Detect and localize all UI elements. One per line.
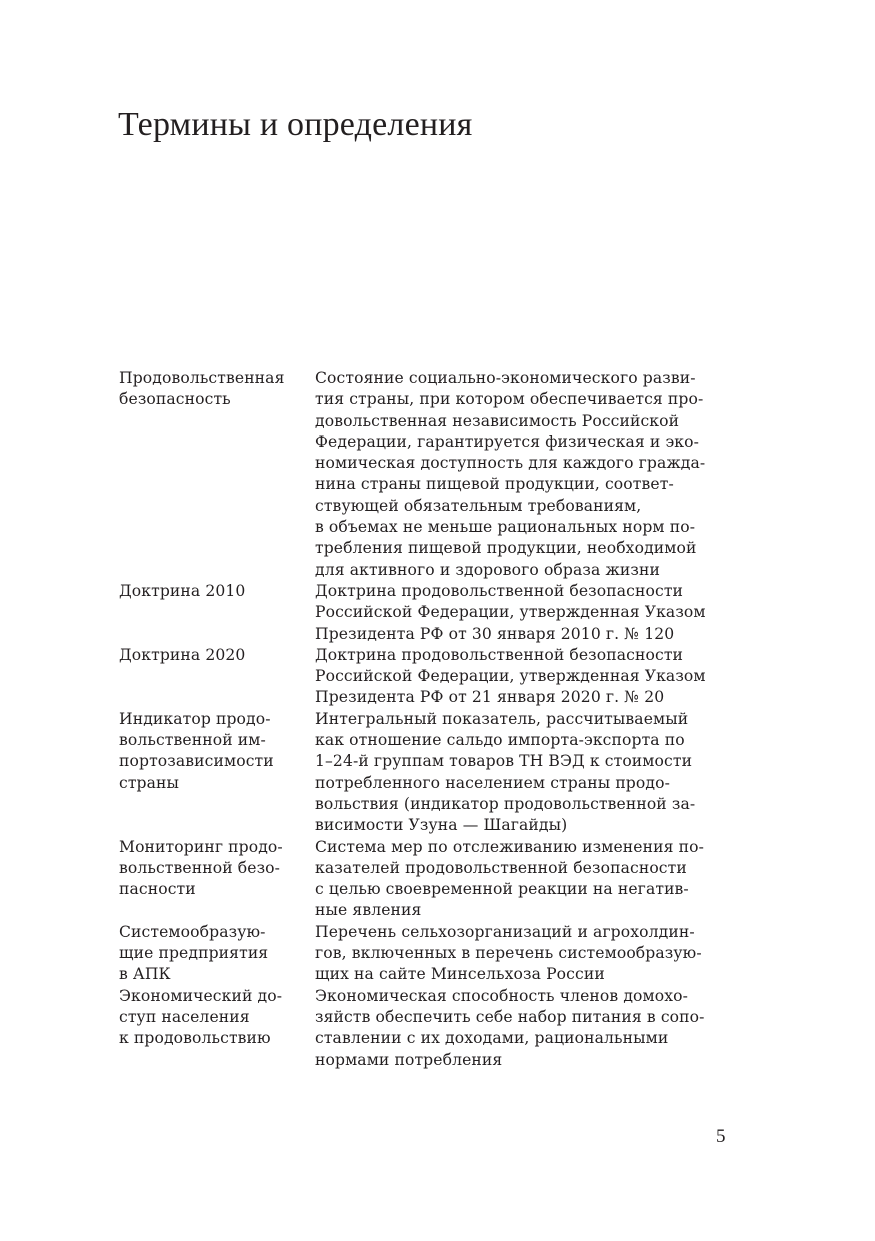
term-definition-line: довольственная независимость Российской: [315, 411, 680, 430]
term-name-line: в АПК: [119, 965, 171, 984]
term-name: [119, 986, 315, 1071]
term-definition-line: зяйств обеспечить себе набор питания в сопо-: [315, 1007, 705, 1026]
term-name-line: безопасность: [119, 390, 231, 409]
term-name: [119, 837, 315, 922]
term-definition-line: Президента РФ от 30 января 2010 г. № 120: [315, 624, 675, 643]
term-definition-line: потребленного населением страны продо-: [315, 773, 670, 792]
term-definition: [315, 581, 759, 645]
term-name: [119, 368, 315, 581]
term-definition-line: нормами потребления: [315, 1050, 503, 1069]
term-definition-line: Федерации, гарантируется физическая и эко-: [315, 432, 700, 451]
term-name-line: страны: [119, 773, 180, 792]
page-title: Термины и определения: [118, 106, 473, 143]
term-row: [119, 368, 759, 581]
term-definition-line: с целью своевременной реакции на негатив-: [315, 880, 689, 899]
term-row: [119, 709, 759, 837]
term-row: [119, 922, 759, 986]
term-definition: [315, 837, 759, 922]
term-row: [119, 581, 759, 645]
term-definition: [315, 645, 759, 709]
term-name: [119, 922, 315, 986]
term-definition-line: Перечень сельхозорганизаций и агрохолдин-: [315, 922, 695, 941]
term-definition-line: Российской Федерации, утвержденная Указом: [315, 667, 706, 686]
term-row: [119, 986, 759, 1071]
term-definition-line: Система мер по отслеживанию изменения по-: [315, 837, 704, 856]
term-definition-line: тия страны, при котором обеспечивается про-: [315, 390, 704, 409]
term-definition-line: нина страны пищевой продукции, соответ-: [315, 475, 674, 494]
term-name-line: к продовольствию: [119, 1029, 271, 1048]
term-definition-line: Состояние социально-экономического разви-: [315, 369, 696, 387]
term-name-line: вольственной безо-: [119, 858, 281, 877]
term-name-line: Продовольственная: [119, 369, 285, 387]
term-name-line: Доктрина 2020: [119, 645, 246, 664]
term-definition-line: казателей продовольственной безопасности: [315, 858, 687, 877]
term-name-line: Индикатор продо-: [119, 709, 271, 728]
term-name: [119, 709, 315, 837]
term-row: [119, 645, 759, 709]
term-name-line: Экономический до-: [119, 986, 283, 1005]
term-definition-line: ставлении с их доходами, рациональными: [315, 1029, 669, 1048]
term-name: [119, 645, 315, 709]
term-definition-line: вольствия (индикатор продовольственной за-: [315, 794, 696, 813]
terms-table: [119, 368, 759, 1071]
term-definition-line: Интегральный показатель, рассчитываемый: [315, 709, 689, 728]
term-name-line: Доктрина 2010: [119, 581, 246, 600]
term-definition: [315, 368, 759, 581]
term-row: [119, 837, 759, 922]
term-definition-line: щих на сайте Минсельхоза России: [315, 965, 605, 984]
term-definition-line: номическая доступность для каждого гражда-: [315, 454, 706, 473]
term-definition-line: ные явления: [315, 901, 422, 920]
term-definition-line: в объемах не меньше рациональных норм по-: [315, 518, 696, 537]
term-name: [119, 581, 315, 645]
term-name-line: вольственной им-: [119, 731, 266, 750]
term-definition-line: Президента РФ от 21 января 2020 г. № 20: [315, 688, 665, 707]
term-name-line: пасности: [119, 880, 196, 899]
term-definition: [315, 922, 759, 986]
term-definition-line: требления пищевой продукции, необходимой: [315, 539, 697, 558]
term-definition-line: Российской Федерации, утвержденная Указом: [315, 603, 706, 622]
term-definition: [315, 709, 759, 837]
term-definition-line: для активного и здорового образа жизни: [315, 560, 660, 579]
term-definition-line: как отношение сальдо импорта-экспорта по: [315, 731, 685, 750]
term-definition-line: висимости Узуна — Шагайды): [315, 816, 568, 835]
term-name-line: щие предприятия: [119, 944, 269, 963]
page-number: 5: [716, 1126, 726, 1147]
term-definition-line: 1–24-й группам товаров ТН ВЭД к стоимости: [315, 752, 693, 771]
term-definition-line: Доктрина продовольственной безопасности: [315, 645, 684, 664]
term-definition-line: Экономическая способность членов домохо-: [315, 986, 689, 1005]
term-name-line: Мониторинг продо-: [119, 837, 283, 856]
term-definition-line: ствующей обязательным требованиям,: [315, 496, 642, 515]
term-name-line: портозависимости: [119, 752, 274, 771]
term-definition-line: гов, включенных в перечень системообразую-: [315, 944, 702, 963]
term-name-line: ступ населения: [119, 1007, 250, 1026]
term-definition-line: Доктрина продовольственной безопасности: [315, 581, 684, 600]
term-definition: [315, 986, 759, 1071]
term-name-line: Системообразую-: [119, 922, 266, 941]
